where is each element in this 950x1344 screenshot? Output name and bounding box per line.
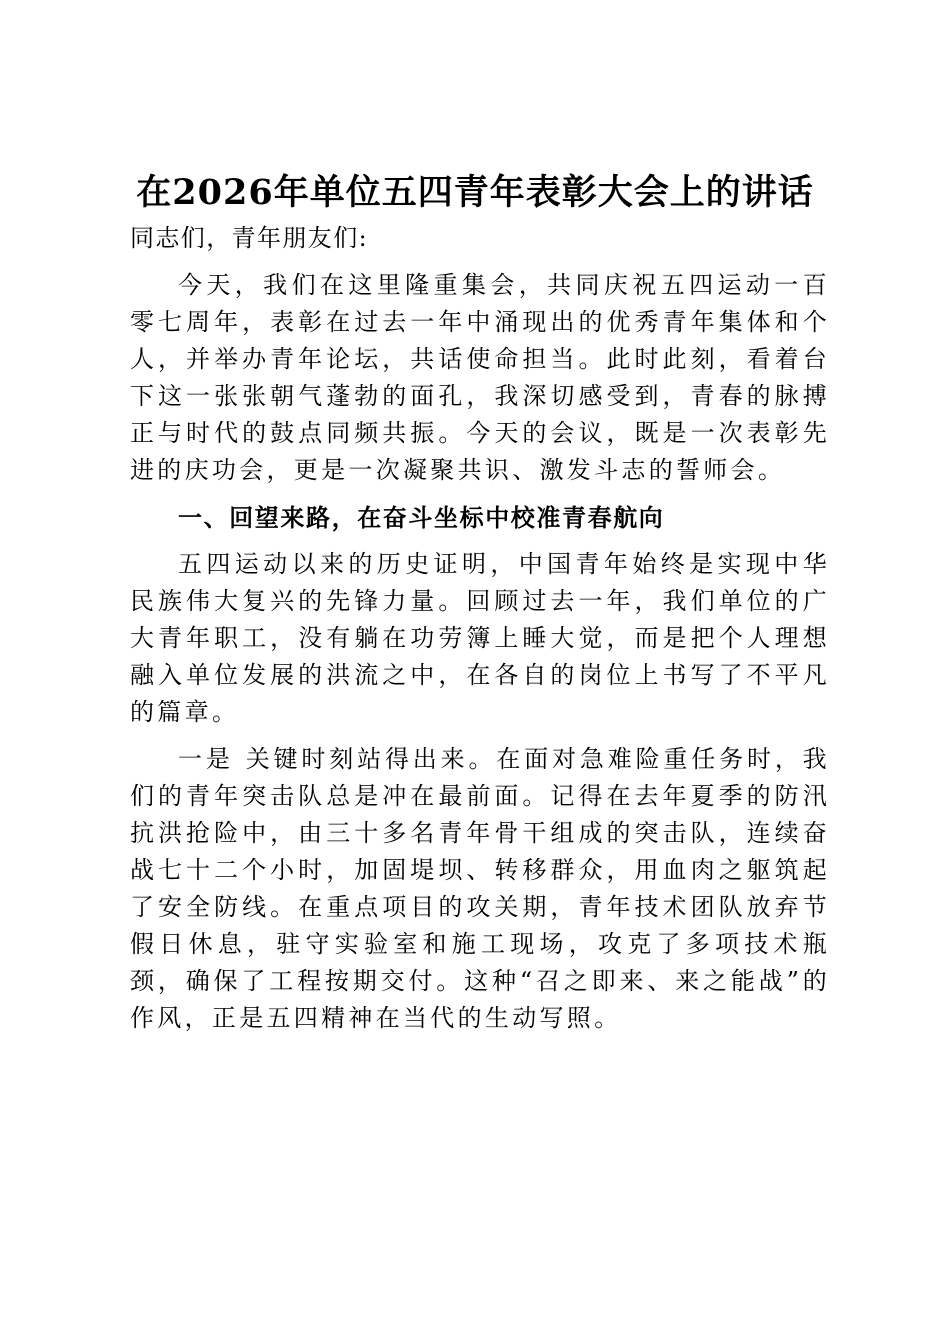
section1-paragraph: 五四运动以来的历史证明，中国青年始终是实现中华民族伟大复兴的先锋力量。回顾过去一年，我们单位的广大青年职工，没有躺在功劳簿上睡大觉，而是把个人理想融入单位发展的洪流之中，在各自的岗位上书写了不平凡的篇章。 xyxy=(130,550,830,726)
section-heading-1: 一、回望来路，在奋斗坐标中校准青春航向 xyxy=(178,503,665,532)
document-title: 在2026年单位五四青年表彰大会上的讲话 xyxy=(136,172,814,213)
point1-label: 一是 xyxy=(178,745,234,773)
document-body xyxy=(130,220,830,1047)
greeting-line: 同志们，青年朋友们: xyxy=(130,224,369,252)
point1-paragraph xyxy=(130,741,830,1037)
intro-paragraph: 今天，我们在这里隆重集会，共同庆祝五四运动一百零七周年，表彰在过去一年中涌现出的优秀青年集体和个人，并举办青年论坛，共话使命担当。此时此刻，看着台下这一张张朝气蓬勃的面孔，我深切感受到，青春的脉搏正与时代的鼓点同频共振。今天的会议，既是一次表彰先进的庆功会，更是一次凝聚共识、激发斗志的誓师会。 xyxy=(130,271,830,484)
point1-text: 关键时刻站得出来。在面对急难险重任务时，我们的青年突击队总是冲在最前面。记得在去年夏季的防汛抗洪抢险中，由三十多名青年骨干组成的突击队，连续奋战七十二个小时，加固堤坝、转移群众，用血肉之躯筑起了安全防线。在重点项目的攻关期，青年技术团队放弃节假日休息，驻守实验室和施工现场，攻克了多项技术瓶颈，确保了工程按期交付。这种“召之即来、来之能战”的作风，正是五四精神在当代的生动写照。 xyxy=(130,745,830,1032)
